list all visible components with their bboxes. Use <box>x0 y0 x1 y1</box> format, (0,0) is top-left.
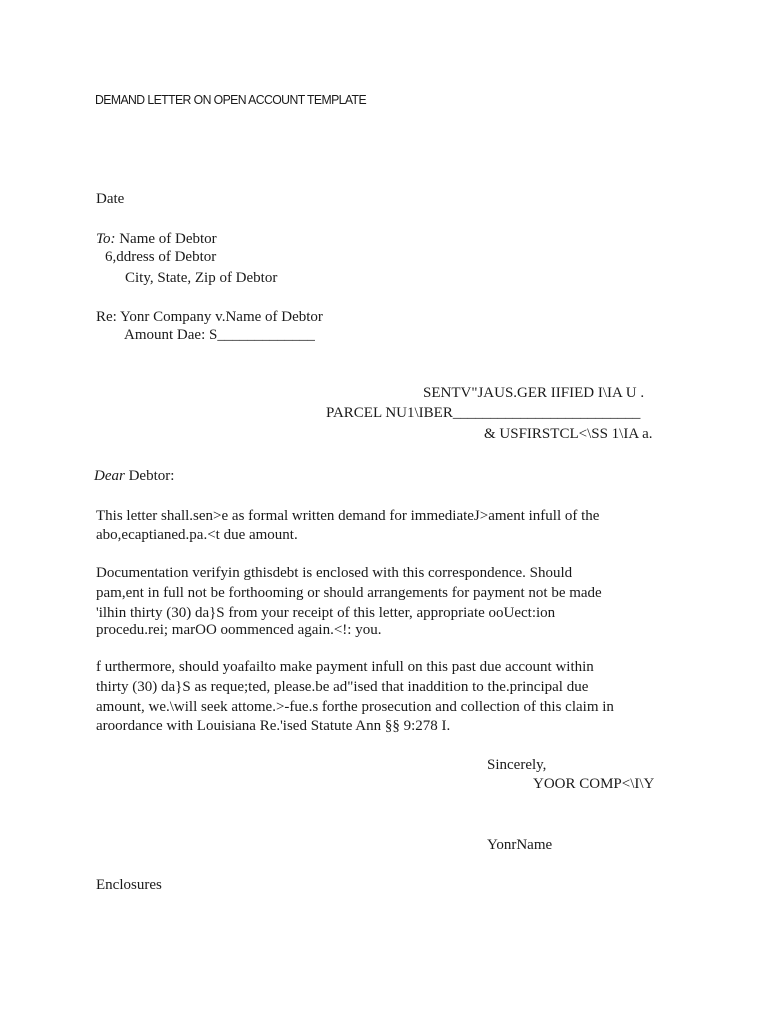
parcel-number-line <box>326 404 640 422</box>
amount-due-trail: _ <box>307 327 315 343</box>
paragraph3-line: f urthermore, should yoafailto make payment infull on this past due account within <box>96 659 594 675</box>
amount-due-line <box>124 326 315 344</box>
to-label: To: <box>96 231 116 247</box>
paragraph2-line: pam,ent in full not be forthooming or should arrangements for payment not be made <box>96 585 602 601</box>
salutation <box>94 467 174 485</box>
parcel-number-label: PARCEL NU1\IBER <box>326 405 453 421</box>
parcel-number-blank: _________________________ <box>452 405 641 421</box>
paragraph3-line: aroordance with Louisiana Re.'ised Statute Ann §§ 9:278 I. <box>96 718 451 734</box>
paragraph1-line: This letter shall.sen>e as formal written demand for immediateJ>ament infull of the <box>96 508 600 524</box>
paragraph2-line: Documentation verifyin gthisdebt is enclosed with this correspondence. Should <box>96 565 573 581</box>
recipient-name: Name of Debtor <box>119 231 217 247</box>
closing-signature-name: YonrName <box>487 837 553 853</box>
recipient-city-state-zip: City, State, Zip of Debtor <box>125 270 278 286</box>
amount-due-blank: ____________ <box>217 327 308 343</box>
recipient-address: 6,ddress of Debtor <box>105 249 217 265</box>
paragraph2-line: 'ilhin thirty (30) da}S from your receipt of this letter, appropriate ooUect:ion <box>96 605 556 621</box>
date-label: Date <box>96 191 125 207</box>
paragraph2-line: procedu.rei; marOO oommenced again.<!: you. <box>96 622 382 638</box>
paragraph3-line: amount, we.\will seek attome.>-fue.s forthe prosecution and collection of this claim in <box>96 699 614 715</box>
re-line: Re: Yonr Company v.Name of Debtor <box>96 309 323 325</box>
amount-due-label: Amount Dae: S <box>124 327 218 343</box>
closing-company: YOOR COMP<\I\Y <box>533 776 655 792</box>
salutation-name: Debtor: <box>128 468 175 484</box>
paragraph1-line: abo,ecaptianed.pa.<t due amount. <box>96 527 298 543</box>
first-class-mail-line: & USFIRSTCL<\SS 1\IA a. <box>484 426 653 442</box>
document-title: DEMAND LETTER ON OPEN ACCOUNT TEMPLATE <box>95 93 367 107</box>
enclosures-label: Enclosures <box>96 877 162 893</box>
salutation-dear: Dear <box>94 468 125 484</box>
recipient-name-line <box>96 230 217 248</box>
delivery-method-line: SENTV"JAUS.GER IIFIED I\IA U . <box>423 385 645 401</box>
closing-sincerely: Sincerely, <box>487 757 547 773</box>
paragraph3-line: thirty (30) da}S as reque;ted, please.be ad"ised that inaddition to the.principal due <box>96 679 589 695</box>
